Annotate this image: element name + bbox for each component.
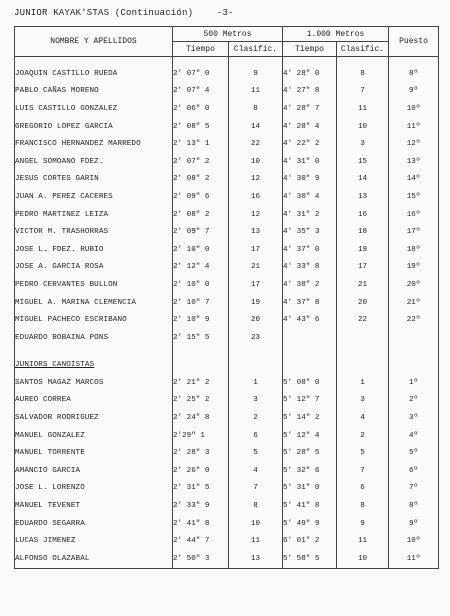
time-500m: 2' 10" 7 (173, 294, 229, 312)
athlete-name: EDUARDO ROBAINA PONS (15, 329, 173, 347)
rank-500m: 3 (229, 392, 283, 410)
time-500m: 2' 41" 8 (173, 515, 229, 533)
athlete-name: JOSE A. GARCIA ROSA (15, 259, 173, 277)
athlete-name: JOAQUIN CASTILLO RUEDA (15, 65, 173, 83)
section-heading-row (15, 357, 439, 375)
athlete-name: AUREO CORREA (15, 392, 173, 410)
rank-1000m: 1 (337, 374, 389, 392)
rank-500m: 17 (229, 241, 283, 259)
rank-500m: 17 (229, 276, 283, 294)
time-1000m: 5' 49" 9 (283, 515, 337, 533)
athlete-name: ANGEL SOMOANO FDEZ. (15, 153, 173, 171)
time-1000m: 5' 08" 0 (283, 374, 337, 392)
rank-1000m: 8 (337, 497, 389, 515)
table-row (15, 311, 439, 329)
section-title-canoe: JUNIORS CANOISTAS (15, 357, 173, 375)
final-position: 12º (389, 135, 439, 153)
rank-500m: 9 (229, 65, 283, 83)
time-500m: 2' 10" 9 (173, 311, 229, 329)
table-row (15, 409, 439, 427)
rank-1000m: 9 (337, 515, 389, 533)
table-row (15, 259, 439, 277)
rank-1000m: 15 (337, 153, 389, 171)
final-position (389, 329, 439, 347)
rank-500m: 2 (229, 409, 283, 427)
rank-500m: 21 (229, 259, 283, 277)
header-row-groups (15, 27, 439, 42)
rank-500m: 13 (229, 223, 283, 241)
final-position: 9º (389, 83, 439, 101)
rank-500m: 1 (229, 374, 283, 392)
athlete-name: PEDRO CERVANTES BULLON (15, 276, 173, 294)
time-1000m: 5' 32" 6 (283, 462, 337, 480)
time-1000m: 5' 12" 7 (283, 392, 337, 410)
rank-500m: 19 (229, 294, 283, 312)
time-1000m: 5' 12" 4 (283, 427, 337, 445)
time-500m: 2' 10" 0 (173, 241, 229, 259)
table-row (15, 480, 439, 498)
final-position: 3º (389, 409, 439, 427)
final-position: 18º (389, 241, 439, 259)
rank-1000m: 17 (337, 259, 389, 277)
final-position: 16º (389, 206, 439, 224)
rank-1000m: 20 (337, 294, 389, 312)
final-position: 1º (389, 374, 439, 392)
table-row (15, 118, 439, 136)
rank-1000m: 3 (337, 392, 389, 410)
col-name-header: NOMBRE Y APELLIDOS (15, 27, 173, 57)
final-position: 11º (389, 118, 439, 136)
rank-1000m: 3 (337, 135, 389, 153)
athlete-name: LUIS CASTILLO GONZALEZ (15, 100, 173, 118)
time-1000m: 4' 27" 8 (283, 83, 337, 101)
athlete-name: JUAN A. PEREZ CACERES (15, 188, 173, 206)
time-500m: 2' 33" 9 (173, 497, 229, 515)
time-500m: 2' 09" 6 (173, 188, 229, 206)
time-500m: 2' 08" 5 (173, 118, 229, 136)
athlete-name: MANUEL GONZALEZ (15, 427, 173, 445)
rank-500m: 13 (229, 550, 283, 568)
table-row (15, 515, 439, 533)
athlete-name: MIGUEL PACHECO ESCRIBANO (15, 311, 173, 329)
time-500m: 2'29" 1 (173, 427, 229, 445)
rank-500m: 12 (229, 206, 283, 224)
time-500m: 2' 13" 1 (173, 135, 229, 153)
rank-500m: 4 (229, 462, 283, 480)
final-position: 10º (389, 100, 439, 118)
final-position: 17º (389, 223, 439, 241)
time-1000m: 4' 30" 9 (283, 171, 337, 189)
table-row (15, 135, 439, 153)
spacer-row (15, 57, 439, 66)
final-position: 9º (389, 515, 439, 533)
rank-1000m (337, 329, 389, 347)
rank-500m: 8 (229, 100, 283, 118)
rank-1000m: 14 (337, 171, 389, 189)
time-500m: 2' 15" 5 (173, 329, 229, 347)
time-1000m: 6' 01" 2 (283, 532, 337, 550)
rank-1000m: 5 (337, 444, 389, 462)
table-row (15, 65, 439, 83)
table-row (15, 374, 439, 392)
time-1000m: 4' 37" 8 (283, 294, 337, 312)
rank-500m: 14 (229, 118, 283, 136)
time-500m: 2' 26" 0 (173, 462, 229, 480)
time-500m: 2' 31" 5 (173, 480, 229, 498)
rank-1000m: 11 (337, 100, 389, 118)
group-500m-header: 500 Metros (173, 27, 283, 42)
rank-500m: 10 (229, 515, 283, 533)
time-500m: 2' 21" 2 (173, 374, 229, 392)
time-1000m: 4' 22" 2 (283, 135, 337, 153)
time-1000m: 4' 35" 3 (283, 223, 337, 241)
rank-500m: 12 (229, 171, 283, 189)
time-1000m: 4' 38" 2 (283, 276, 337, 294)
rank-1000m: 6 (337, 480, 389, 498)
rank-500m: 20 (229, 311, 283, 329)
rank-500m: 7 (229, 480, 283, 498)
table-row (15, 294, 439, 312)
time-500m: 2' 44" 7 (173, 532, 229, 550)
final-position: 4º (389, 427, 439, 445)
time-1000m: 4' 37" 0 (283, 241, 337, 259)
time-1000m: 4' 31" 0 (283, 153, 337, 171)
rank-1000m: 21 (337, 276, 389, 294)
table-row (15, 100, 439, 118)
table-row (15, 462, 439, 480)
rank-500m: 11 (229, 532, 283, 550)
time-500m: 2' 28" 3 (173, 444, 229, 462)
final-position: 10º (389, 532, 439, 550)
table-row (15, 171, 439, 189)
time-1000m: 4' 28" 0 (283, 65, 337, 83)
final-position: 19º (389, 259, 439, 277)
final-position: 7º (389, 480, 439, 498)
time-1000m: 5' 28" 5 (283, 444, 337, 462)
time-1000m: 4' 28" 4 (283, 118, 337, 136)
rank-1000m: 7 (337, 462, 389, 480)
time-1000m: 5' 58" 5 (283, 550, 337, 568)
final-position: 14º (389, 171, 439, 189)
final-position: 20º (389, 276, 439, 294)
rank-1000m: 7 (337, 83, 389, 101)
final-position: 11º (389, 550, 439, 568)
rank-1000m: 2 (337, 427, 389, 445)
time-500m: 2' 07" 4 (173, 83, 229, 101)
time-1000m: 4' 28" 7 (283, 100, 337, 118)
time-500m: 2' 24" 8 (173, 409, 229, 427)
athlete-name: VICTOR M. TRASHORRAS (15, 223, 173, 241)
time-1000m: 4' 31" 2 (283, 206, 337, 224)
col-clasific-1000-header: Clasific. (337, 42, 389, 57)
athlete-name: EDUARDO SEGARRA (15, 515, 173, 533)
spacer-row (15, 347, 439, 357)
athlete-name: JOSE L. FDEZ. RUBIO (15, 241, 173, 259)
time-500m: 2' 25" 2 (173, 392, 229, 410)
rank-500m: 8 (229, 497, 283, 515)
group-1000m-header: 1.000 Metros (283, 27, 389, 42)
athlete-name: MIGUEL A. MARINA CLEMENCIA (15, 294, 173, 312)
rank-1000m: 4 (337, 409, 389, 427)
final-position: 6º (389, 462, 439, 480)
rank-500m: 22 (229, 135, 283, 153)
athlete-name: JESUS CORTES GARIN (15, 171, 173, 189)
final-position: 22º (389, 311, 439, 329)
time-500m: 2' 10" 0 (173, 276, 229, 294)
time-1000m: 5' 41" 8 (283, 497, 337, 515)
rank-500m: 16 (229, 188, 283, 206)
page-header (14, 8, 234, 18)
athlete-name: PABLO CAÑAS MORENO (15, 83, 173, 101)
time-500m: 2' 12" 4 (173, 259, 229, 277)
athlete-name: GREGORIO LOPEZ GARCIA (15, 118, 173, 136)
document-title: JUNIOR KAYAK'STAS (Continuación) (14, 8, 194, 18)
col-puesto-header: Puesto (389, 27, 439, 57)
final-position: 8º (389, 497, 439, 515)
final-position: 5º (389, 444, 439, 462)
rank-1000m: 22 (337, 311, 389, 329)
athlete-name: ALFONSO OLAZABAL (15, 550, 173, 568)
table-row (15, 427, 439, 445)
table-row (15, 329, 439, 347)
col-tiempo-500-header: Tiempo (173, 42, 229, 57)
final-position: 15º (389, 188, 439, 206)
table-row (15, 241, 439, 259)
time-500m: 2' 08" 2 (173, 206, 229, 224)
final-position: 21º (389, 294, 439, 312)
rank-500m: 10 (229, 153, 283, 171)
rank-1000m: 19 (337, 241, 389, 259)
time-1000m: 4' 43" 6 (283, 311, 337, 329)
athlete-name: FRANCISCO HERNANDEZ MARREDO (15, 135, 173, 153)
final-position: 2º (389, 392, 439, 410)
rank-500m: 11 (229, 83, 283, 101)
table-row (15, 153, 439, 171)
rank-500m: 6 (229, 427, 283, 445)
table-row (15, 276, 439, 294)
athlete-name: JOSE L. LORENZO (15, 480, 173, 498)
rank-500m: 23 (229, 329, 283, 347)
results-table (14, 26, 439, 569)
time-500m: 2' 06" 0 (173, 100, 229, 118)
final-position: 13º (389, 153, 439, 171)
athlete-name: SALVADOR RODRIGUEZ (15, 409, 173, 427)
rank-1000m: 11 (337, 532, 389, 550)
rank-1000m: 16 (337, 206, 389, 224)
athlete-name: SANTOS MAGAZ MARCOS (15, 374, 173, 392)
time-500m: 2' 07" 0 (173, 65, 229, 83)
time-500m: 2' 07" 2 (173, 153, 229, 171)
athlete-name: MANUEL TEVENET (15, 497, 173, 515)
col-clasific-500-header: Clasific. (229, 42, 283, 57)
time-500m: 2' 09" 7 (173, 223, 229, 241)
athlete-name: LUCAS JIMENEZ (15, 532, 173, 550)
table-row (15, 83, 439, 101)
rank-1000m: 10 (337, 550, 389, 568)
final-position: 8º (389, 65, 439, 83)
col-tiempo-1000-header: Tiempo (283, 42, 337, 57)
athlete-name: MANUEL TORRENTE (15, 444, 173, 462)
athlete-name: PEDRO MARTINEZ LEIZA (15, 206, 173, 224)
table-row (15, 497, 439, 515)
table-row (15, 444, 439, 462)
time-1000m: 4' 33" 8 (283, 259, 337, 277)
table-row (15, 188, 439, 206)
rank-1000m: 13 (337, 188, 389, 206)
table-row (15, 550, 439, 568)
time-500m: 2' 08" 2 (173, 171, 229, 189)
rank-1000m: 18 (337, 223, 389, 241)
rank-500m: 5 (229, 444, 283, 462)
time-1000m: 5' 31" 0 (283, 480, 337, 498)
table-row (15, 206, 439, 224)
rank-1000m: 10 (337, 118, 389, 136)
time-1000m (283, 329, 337, 347)
page-number: -3- (216, 8, 234, 18)
time-1000m: 5' 14" 2 (283, 409, 337, 427)
rank-1000m: 8 (337, 65, 389, 83)
table-row (15, 392, 439, 410)
time-1000m: 4' 30" 4 (283, 188, 337, 206)
table-row (15, 223, 439, 241)
time-500m: 2' 50" 3 (173, 550, 229, 568)
athlete-name: AMANCIO GARCIA (15, 462, 173, 480)
table-row (15, 532, 439, 550)
